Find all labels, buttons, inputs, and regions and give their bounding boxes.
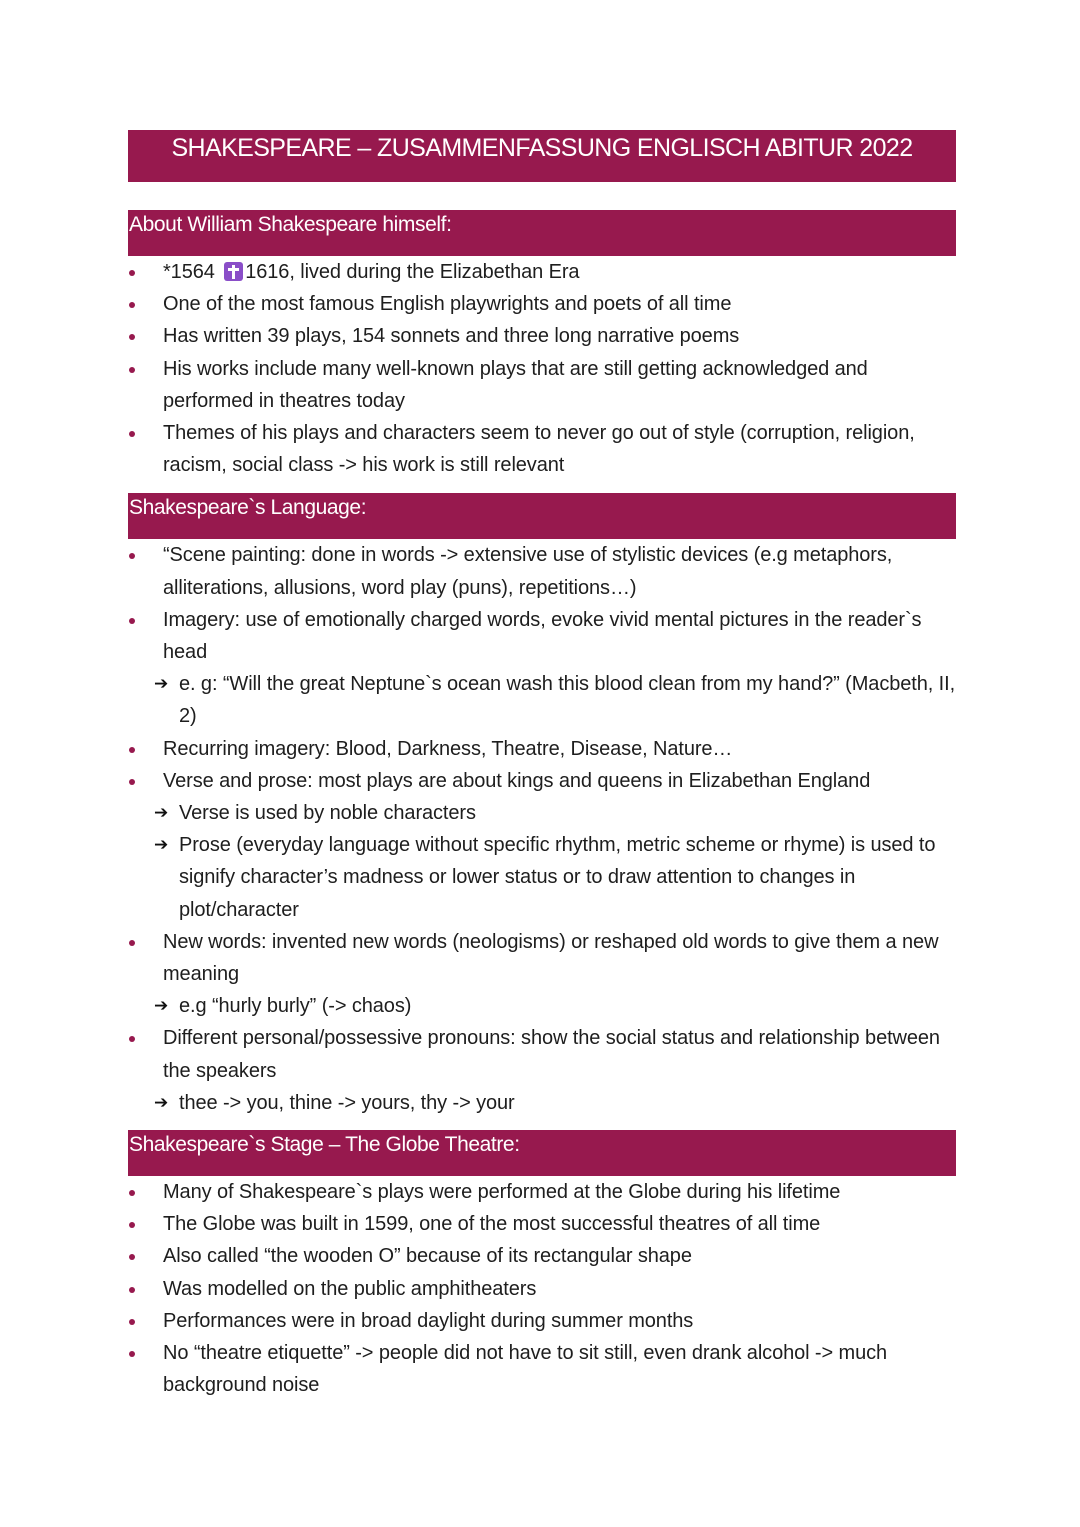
birth-year: *1564 — [163, 261, 221, 283]
list-item: Also called “the wooden O” because of its rectangular shape — [128, 1240, 956, 1272]
list-item: Performances were in broad daylight during summer months — [128, 1305, 956, 1337]
list-item: The Globe was built in 1599, one of the most successful theatres of all time — [128, 1208, 956, 1240]
globe-list — [128, 1176, 956, 1401]
language-list — [128, 539, 956, 1119]
list-item: Verse and prose: most plays are about kings and queens in Elizabethan England ➔ Verse is used by noble characters ➔ Prose (everyday language without specific rhythm, metric scheme or rhyme) is used to signify character’s madness or lower status or to draw attention to changes in plot/character — [128, 765, 956, 926]
section-header-globe: Shakespeare`s Stage – The Globe Theatre: — [128, 1130, 956, 1176]
list-item: Recurring imagery: Blood, Darkness, Theatre, Disease, Nature… — [128, 733, 956, 765]
list-item: Has written 39 plays, 154 sonnets and three long narrative poems — [128, 320, 956, 352]
bullet-dot-icon — [129, 1319, 135, 1325]
list-item: Was modelled on the public amphitheaters — [128, 1273, 956, 1305]
bullet-dot-icon — [129, 779, 135, 785]
death-year-text: 1616, lived during the Elizabethan Era — [245, 261, 580, 283]
bullet-dot-icon — [129, 553, 135, 559]
document-title: SHAKESPEARE – ZUSAMMENFASSUNG ENGLISCH ABITUR 2022 — [128, 130, 956, 182]
latin-cross-icon — [224, 262, 243, 281]
bullet-dot-icon — [129, 1222, 135, 1228]
document-page — [128, 130, 956, 1402]
list-item: Many of Shakespeare`s plays were performed at the Globe during his lifetime — [128, 1176, 956, 1208]
sub-item: ➔ thee -> you, thine -> yours, thy -> your — [154, 1087, 956, 1119]
list-item: “Scene painting: done in words -> extensive use of stylistic devices (e.g metaphors, alliterations, allusions, word play (puns), repetitions…) — [128, 539, 956, 603]
bullet-dot-icon — [129, 1254, 135, 1260]
bullet-dot-icon — [129, 1351, 135, 1357]
section-header-about: About William Shakespeare himself: — [128, 210, 956, 256]
list-item: Themes of his plays and characters seem to never go out of style (corruption, religion, racism, social class -> his work is still relevant — [128, 417, 956, 481]
section-header-language: Shakespeare`s Language: — [128, 493, 956, 539]
bullet-dot-icon — [129, 1036, 135, 1042]
about-list — [128, 256, 956, 481]
arrow-right-icon: ➔ — [154, 674, 169, 694]
bullet-dot-icon — [129, 618, 135, 624]
sub-item: ➔ e.g “hurly burly” (-> chaos) — [154, 990, 956, 1022]
bullet-dot-icon — [129, 431, 135, 437]
list-item: One of the most famous English playwrights and poets of all time — [128, 288, 956, 320]
bullet-dot-icon — [129, 747, 135, 753]
sub-item: ➔ Verse is used by noble characters — [154, 797, 956, 829]
list-item: New words: invented new words (neologisms) or reshaped old words to give them a new meaning ➔ e.g “hurly burly” (-> chaos) — [128, 926, 956, 1023]
bullet-dot-icon — [129, 1190, 135, 1196]
bullet-dot-icon — [129, 302, 135, 308]
bullet-dot-icon — [129, 1287, 135, 1293]
list-item — [128, 256, 956, 288]
list-item: No “theatre etiquette” -> people did not have to sit still, even drank alcohol -> much background noise — [128, 1337, 956, 1401]
list-item: His works include many well-known plays that are still getting acknowledged and performed in theatres today — [128, 353, 956, 417]
arrow-right-icon: ➔ — [154, 803, 169, 823]
bullet-dot-icon — [129, 270, 135, 276]
arrow-right-icon: ➔ — [154, 1092, 169, 1112]
arrow-right-icon: ➔ — [154, 996, 169, 1016]
sub-item: ➔ Prose (everyday language without specific rhythm, metric scheme or rhyme) is used to signify character’s madness or lower status or to draw attention to changes in plot/character — [154, 829, 956, 926]
sub-item: ➔ e. g: “Will the great Neptune`s ocean wash this blood clean from my hand?” (Macbeth, II, 2) — [154, 668, 956, 732]
list-item: Different personal/possessive pronouns: show the social status and relationship between the speakers ➔ thee -> you, thine -> yours, thy -> your — [128, 1022, 956, 1119]
bullet-dot-icon — [129, 367, 135, 373]
arrow-right-icon: ➔ — [154, 835, 169, 855]
bullet-dot-icon — [129, 334, 135, 340]
bullet-dot-icon — [129, 940, 135, 946]
list-item: Imagery: use of emotionally charged words, evoke vivid mental pictures in the reader`s head ➔ e. g: “Will the great Neptune`s ocean wash this blood clean from my hand?” (Macbeth, II, 2) — [128, 604, 956, 733]
